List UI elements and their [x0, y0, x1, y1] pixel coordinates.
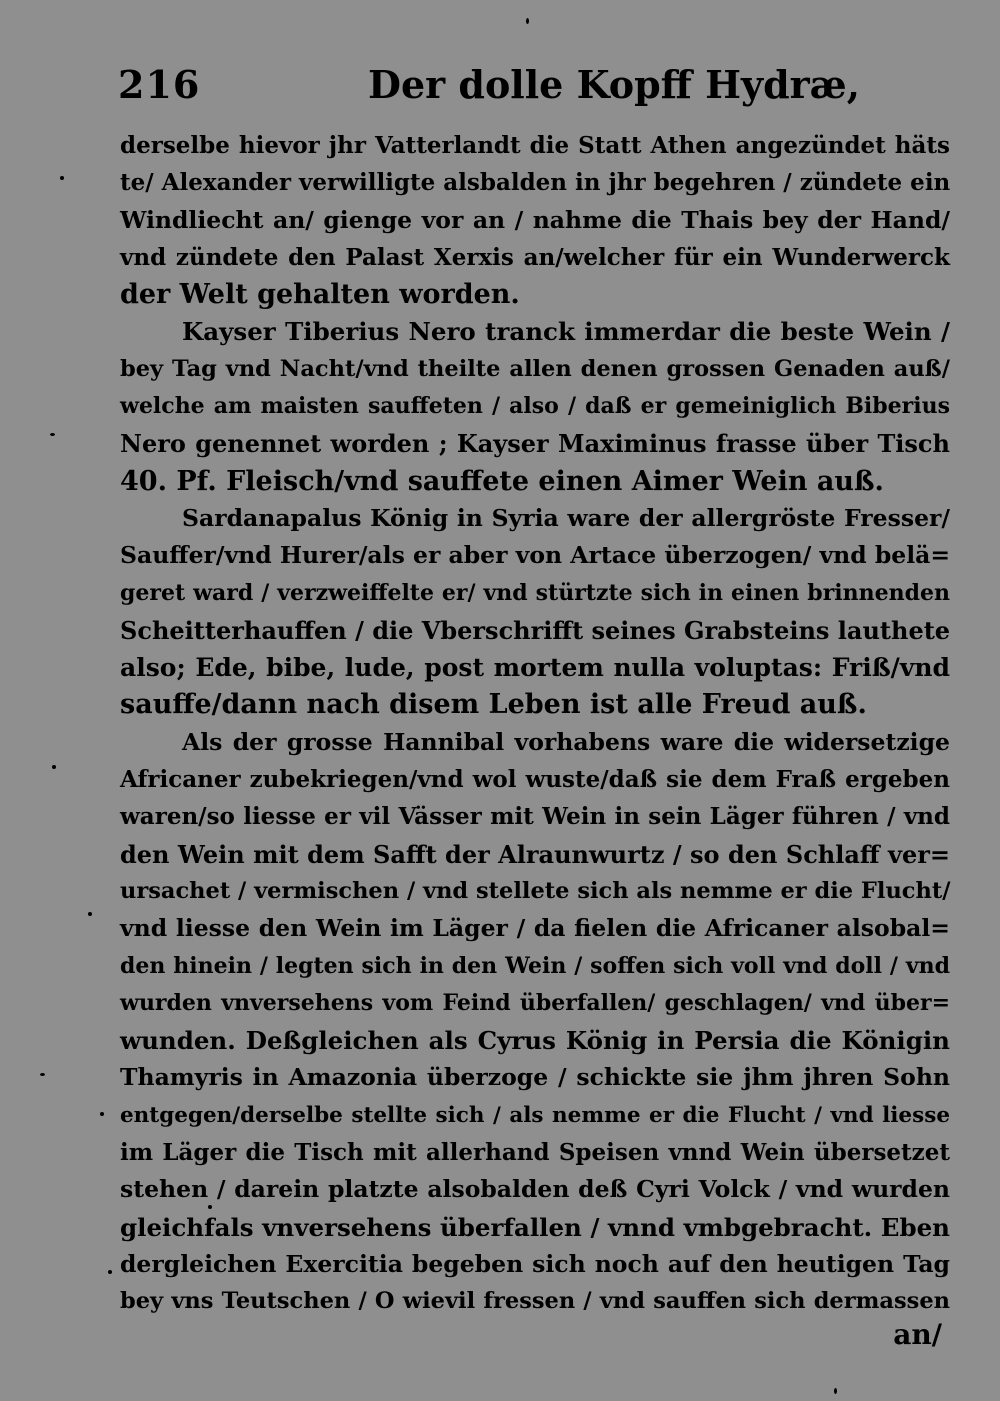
text-line: entgegen/derselbe stellte sich / als nemme er die Flucht / vnd liesse	[120, 1102, 950, 1128]
text-line: sauffe/dann nach disem Leben ist alle Freud auß.	[120, 689, 867, 721]
scan-speck	[100, 1112, 104, 1116]
text-line: vnd zündete den Palast Xerxis an/welcher für ein Wunderwerck	[120, 243, 950, 271]
text-line: Als der grosse Hannibal vorhabens ware die widersetzige	[182, 727, 950, 756]
text-line: derselbe hievor jhr Vatterlandt die Statt Athen angezündet häts	[120, 132, 950, 159]
text-line: wunden. Deßgleichen als Cyrus König in Persia die Königin	[120, 1026, 950, 1056]
text-line: welche am maisten sauffeten / also / daß er gemeiniglich Biberius	[120, 393, 950, 420]
body-text	[120, 127, 950, 1321]
text-line: Sauffer/vnd Hurer/als er aber von Artace überzogen/ vnd belä=	[120, 541, 951, 570]
text-line: Nero genennet worden ; Kayser Maximinus frasse über Tisch	[120, 429, 950, 459]
page-header	[118, 62, 948, 116]
running-title: Der dolle Kopff Hydræ,	[368, 62, 860, 107]
text-line: im Läger die Tisch mit allerhand Speisen vnnd Wein übersetzet	[120, 1139, 950, 1167]
scan-speck	[60, 176, 64, 180]
text-line: 40. Pf. Fleisch/vnd sauffete einen Aimer Wein auß.	[120, 465, 884, 497]
text-line: waren/so liesse er vil Vässer mit Wein in sein Läger führen / vnd	[120, 803, 950, 831]
text-line: Africaner zubekriegen/vnd wol wuste/daß sie dem Fraß ergeben	[120, 766, 950, 794]
text-line: Sardanapalus König in Syria ware der allergröste Fresser/	[182, 503, 950, 532]
text-line: der Welt gehalten worden.	[120, 279, 520, 311]
text-line: bey Tag vnd Nacht/vnd theilte allen denen grossen Genaden auß/	[120, 355, 950, 382]
text-line: geret ward / verzweiffelte er/ vnd stürtzte sich in einen brinnenden	[120, 579, 950, 606]
text-line: Windliecht an/ gienge vor an / nahme die Thais bey der Hand/	[120, 205, 950, 234]
scan-speck	[108, 1270, 112, 1274]
scan-speck	[40, 1073, 45, 1076]
scan-speck	[88, 912, 92, 916]
scan-speck	[208, 1205, 212, 1209]
text-line: gleichfals vnversehens überfallen / vnnd vmbgebracht. Eben	[120, 1212, 950, 1242]
text-line: vnd liesse den Wein im Läger / da fielen die Africaner alsobal=	[120, 914, 950, 943]
text-line: den hinein / legten sich in den Wein / soffen sich voll vnd doll / vnd	[120, 952, 950, 979]
text-line: also; Ede, bibe, lude, post mortem nulla voluptas: Friß/vnd	[120, 653, 950, 683]
page-number: 216	[118, 62, 201, 107]
text-line: ursachet / vermischen / vnd stellete sich als nemme er die Flucht/	[120, 877, 951, 904]
text-line: wurden vnversehens vom Feind überfallen/ geschlagen/ vnd über=	[120, 989, 950, 1016]
catchword: an/	[893, 1318, 942, 1351]
scan-speck	[50, 433, 55, 436]
text-line: den Wein mit dem Safft der Alraunwurtz / so den Schlaff ver=	[120, 839, 950, 869]
text-line: bey vns Teutschen / O wievil fressen / vnd sauffen sich dermassen	[120, 1288, 950, 1315]
text-line: dergleichen Exercitia begeben sich noch auf den heutigen Tag	[120, 1249, 950, 1278]
text-line: Scheitterhauffen / die Vberschrifft seines Grabsteins lauthete	[120, 615, 951, 645]
scan-speck	[52, 765, 56, 769]
text-line: Thamyris in Amazonia überzoge / schickte sie jhm jhren Sohn	[120, 1063, 950, 1092]
text-line: Kayser Tiberius Nero tranck immerdar die beste Wein /	[182, 317, 950, 347]
scan-speck	[526, 18, 529, 24]
scan-speck	[834, 1388, 837, 1394]
text-line: stehen / darein platzte alsobalden deß Cyri Volck / vnd wurden	[120, 1175, 950, 1204]
text-line: te/ Alexander verwilligte alsbalden in jhr begehren / zündete ein	[120, 169, 951, 197]
